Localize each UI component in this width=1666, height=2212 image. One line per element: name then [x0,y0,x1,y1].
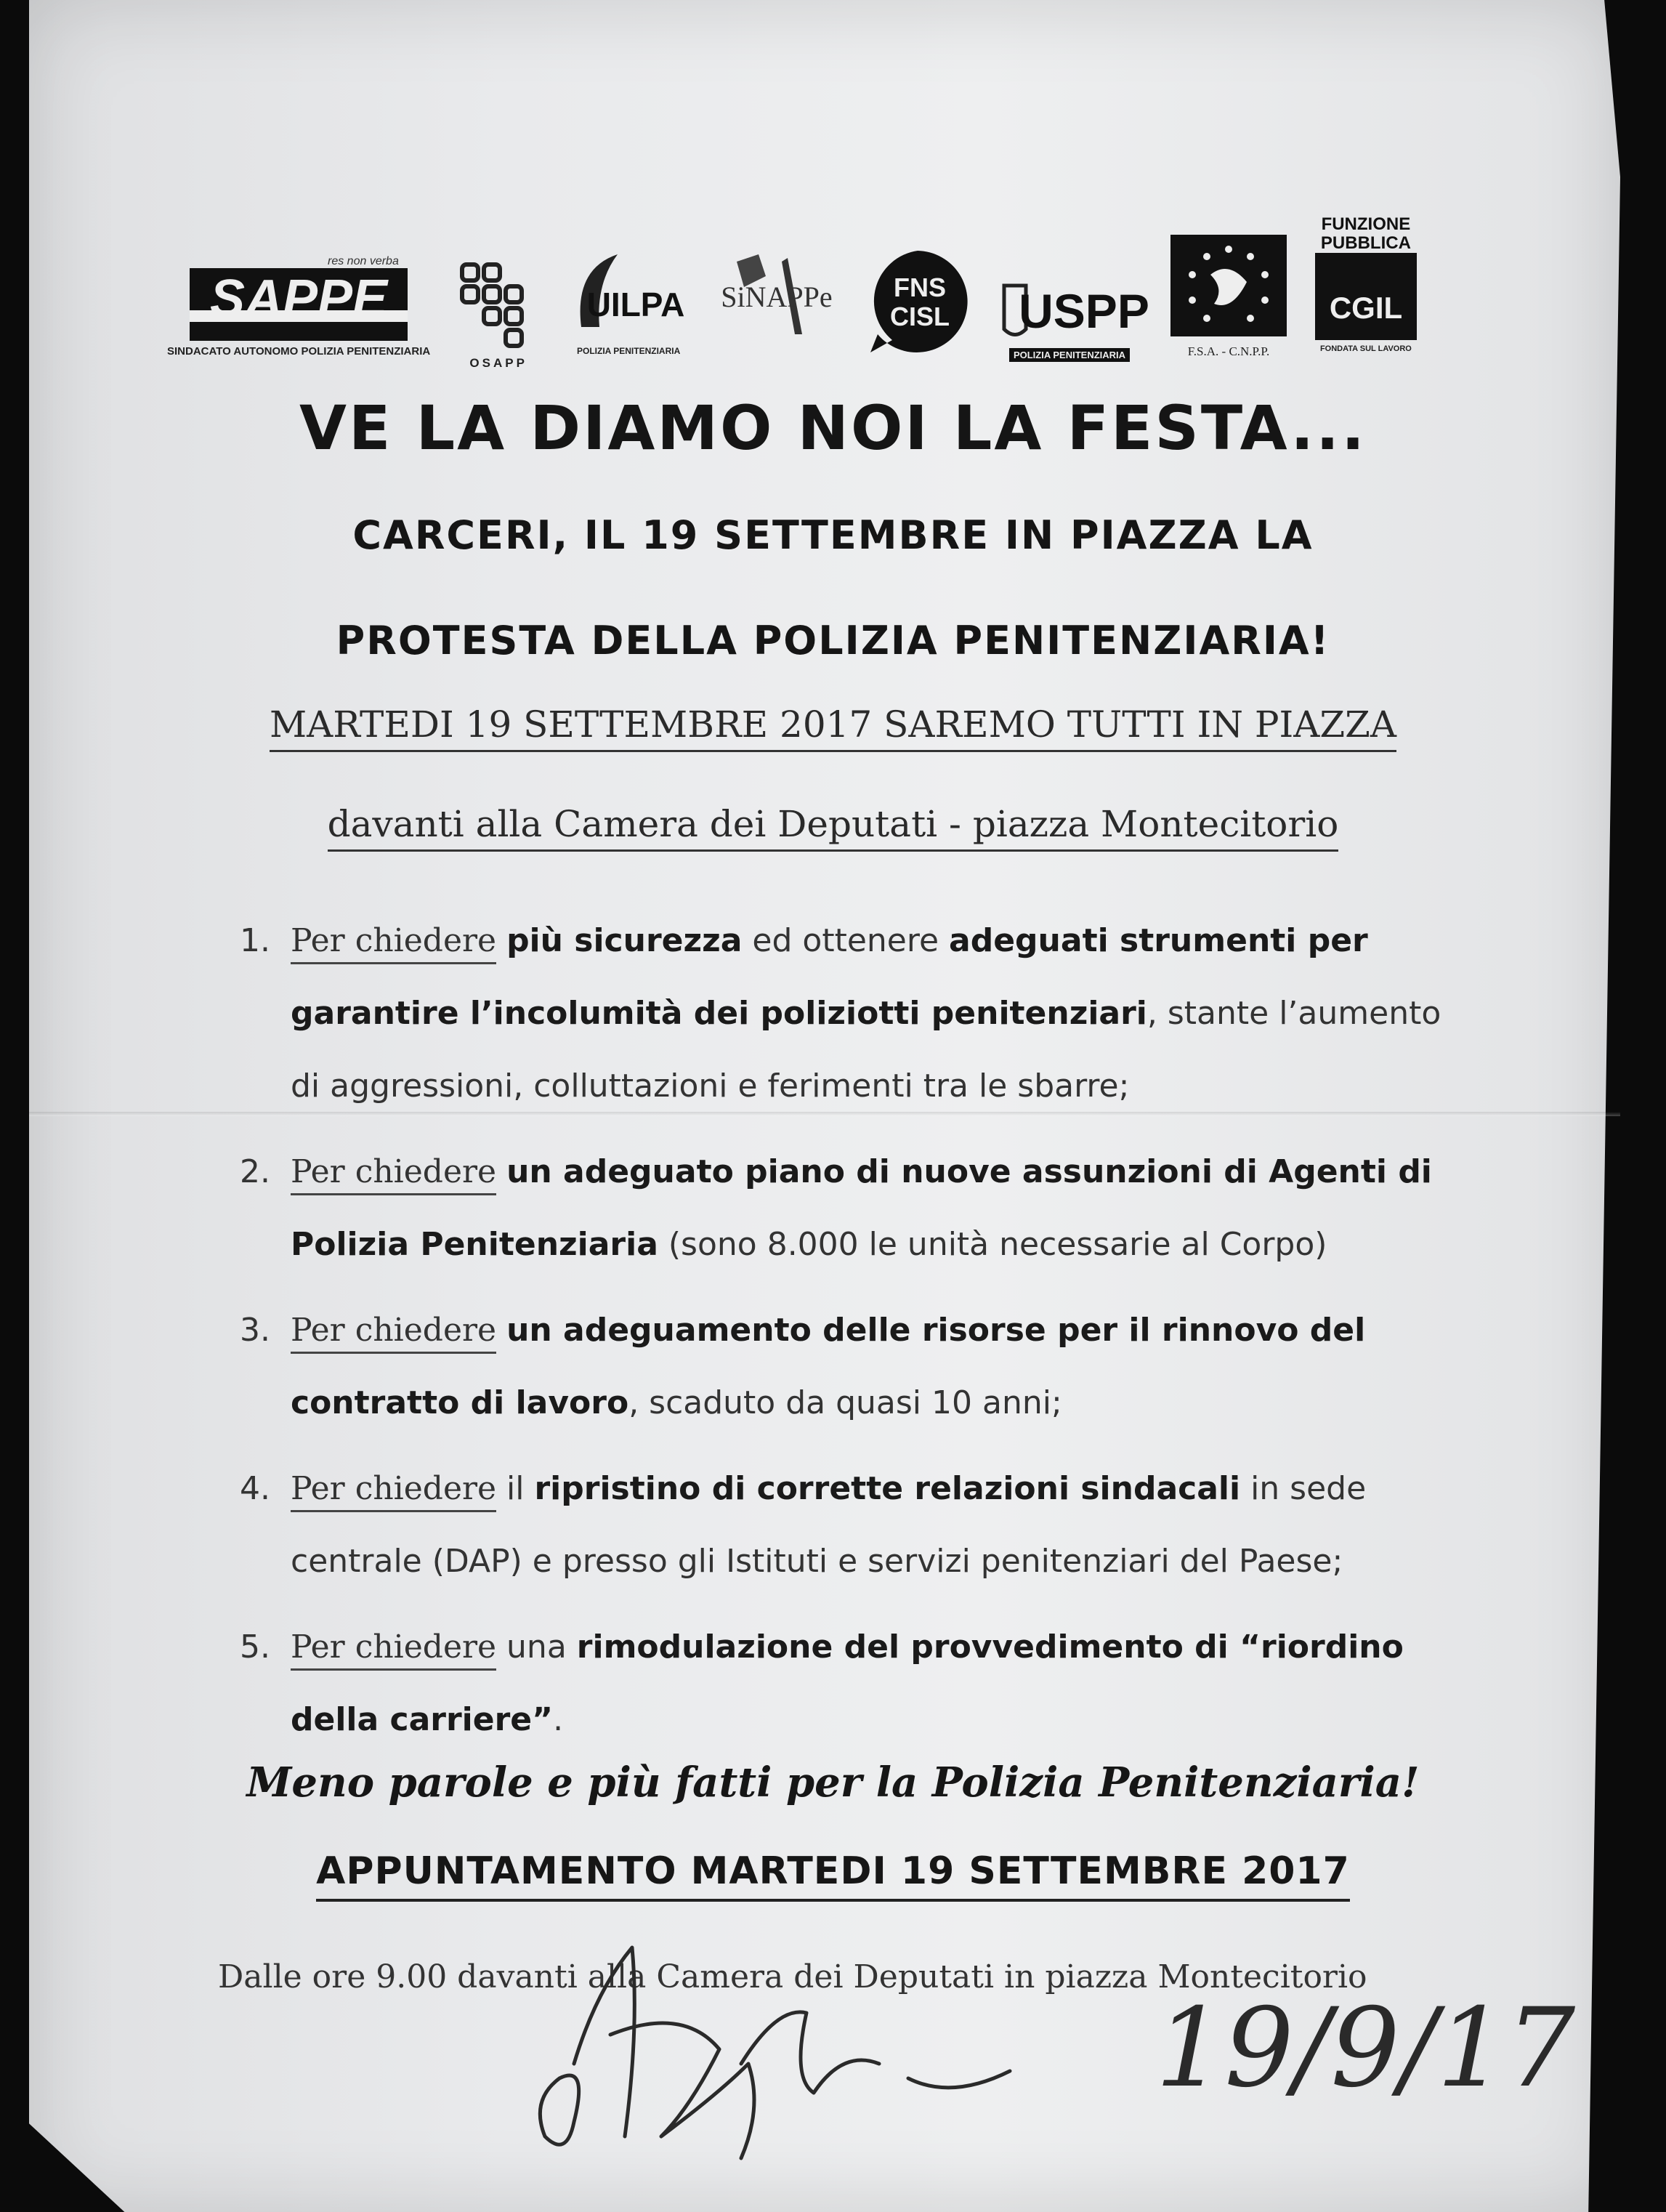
uspp-caption: POLIZIA PENITENZIARIA [1009,348,1130,362]
item-bold: un adeguato piano di nuove assunzioni di Agenti di Polizia Penitenziaria [291,1153,1432,1263]
svg-text:USPP: USPP [1019,284,1149,338]
logo-sinappe [715,247,838,342]
item-lead: Per chiedere [291,1628,496,1671]
svg-text:SAPPE: SAPPE [210,270,388,328]
uilpa-logo-icon [567,247,690,342]
svg-text:SiNAPPe: SiNAPPe [721,280,833,313]
item-lead: Per chiedere [291,922,496,964]
date-line-text: MARTEDI 19 SETTEMBRE 2017 SAREMO TUTTI IN PIAZZA [270,703,1396,752]
svg-text:res non verba: res non verba [328,255,399,267]
item-bold: un adeguamento delle risorse per il rinnovo del contratto di lavoro [291,1312,1366,1421]
logo-uspp [997,271,1149,362]
item-text [496,1312,506,1349]
uilpa-caption: POLIZIA PENITENZIARIA [577,346,681,356]
item-text: (sono 8.000 le unità necessarie al Corpo) [658,1226,1327,1263]
cgil-caption: FONDATA SUL LAVORO [1319,344,1412,353]
fns-cisl-logo-icon [863,247,972,356]
item-text [496,922,506,959]
item-number: 5. [240,1628,270,1666]
item-bold: adeguati strumenti per garantire l’incolumità dei poliziotti penitenziari [291,922,1368,1032]
subhead-line-1: CARCERI, IL 19 SETTEMBRE IN PIAZZA LA [352,512,1314,558]
signature-date: 19/9/17 [1155,1985,1576,2112]
list-item [240,1294,1475,1440]
item-text: , stante l’aumento di aggressioni, colluttazioni e ferimenti tra le sbarre; [291,995,1441,1105]
fsa-cnpp-logo-icon [1167,231,1290,340]
uspp-logo-icon [997,271,1149,344]
item-text: in sede centrale (DAP) e presso gli Istituti e servizi penitenziari del Paese; [291,1470,1367,1580]
item-bold: ripristino di corrette relazioni sindacali [534,1470,1241,1507]
cgil-top2: PUBBLICA [1320,233,1411,253]
item-number: 3. [240,1312,270,1349]
svg-text:CGIL: CGIL [1329,291,1403,325]
item-bold: rimodulazione del provvedimento di “riordino della carriere” [291,1628,1404,1738]
slogan: Meno parole e più fatti per la Polizia Penitenziaria! [246,1759,1420,1807]
list-item [240,1136,1475,1281]
location-line [0,803,1666,845]
list-item [240,905,1475,1123]
item-number: 4. [240,1470,270,1507]
item-text: . [553,1701,564,1738]
cgil-logo-icon [1315,253,1417,340]
logo-fsa-cnpp [1167,231,1290,359]
osapp-caption: OSAPP [469,356,527,370]
handwritten-signature [501,1918,1576,2180]
fsa-caption: F.S.A. - C.N.P.P. [1187,344,1270,358]
item-text: , scaduto da quasi 10 anni; [628,1384,1062,1421]
logo-fns-cisl [863,247,972,356]
item-bold: più sicurezza [506,922,743,959]
item-lead: Per chiedere [291,1470,496,1512]
item-lead: Per chiedere [291,1312,496,1354]
appointment-text: APPUNTAMENTO MARTEDI 19 SETTEMBRE 2017 [316,1849,1350,1902]
logo-cgil-fp [1315,215,1417,353]
demands-list [240,905,1475,1769]
svg-text:UILPA: UILPA [586,286,685,323]
logo-osapp [455,257,542,371]
osapp-logo-icon [455,257,542,352]
svg-text:FNS: FNS [894,273,947,302]
item-text: ed ottenere [742,922,950,959]
list-item [240,1611,1475,1756]
item-number: 1. [240,922,270,959]
item-number: 2. [240,1153,270,1190]
appointment-line [0,1849,1666,1893]
subhead-line-2: PROTESTA DELLA POLIZIA PENITENZIARIA! [336,618,1330,663]
sappe-caption: SINDACATO AUTONOMO POLIZIA PENITENZIARIA [167,345,431,358]
union-logos [167,211,1417,371]
svg-text:CISL: CISL [890,302,950,331]
logo-sappe [167,254,430,358]
cgil-top1: FUNZIONE [1321,214,1411,234]
item-text: il [496,1470,535,1507]
item-text: una [496,1628,577,1666]
item-lead: Per chiedere [291,1153,496,1195]
logo-uilpa [567,247,690,356]
list-item [240,1453,1475,1598]
sinappe-logo-icon [715,247,838,342]
time-place-line: Dalle ore 9.00 davanti alla Camera dei Deputati in piazza Montecitorio [218,1958,1367,1995]
sappe-logo-icon [190,254,408,341]
location-line-text: davanti alla Camera dei Deputati - piazza Montecitorio [328,803,1339,852]
date-line [0,703,1666,746]
main-headline: VE LA DIAMO NOI LA FESTA... [299,392,1367,464]
item-text [496,1153,506,1190]
